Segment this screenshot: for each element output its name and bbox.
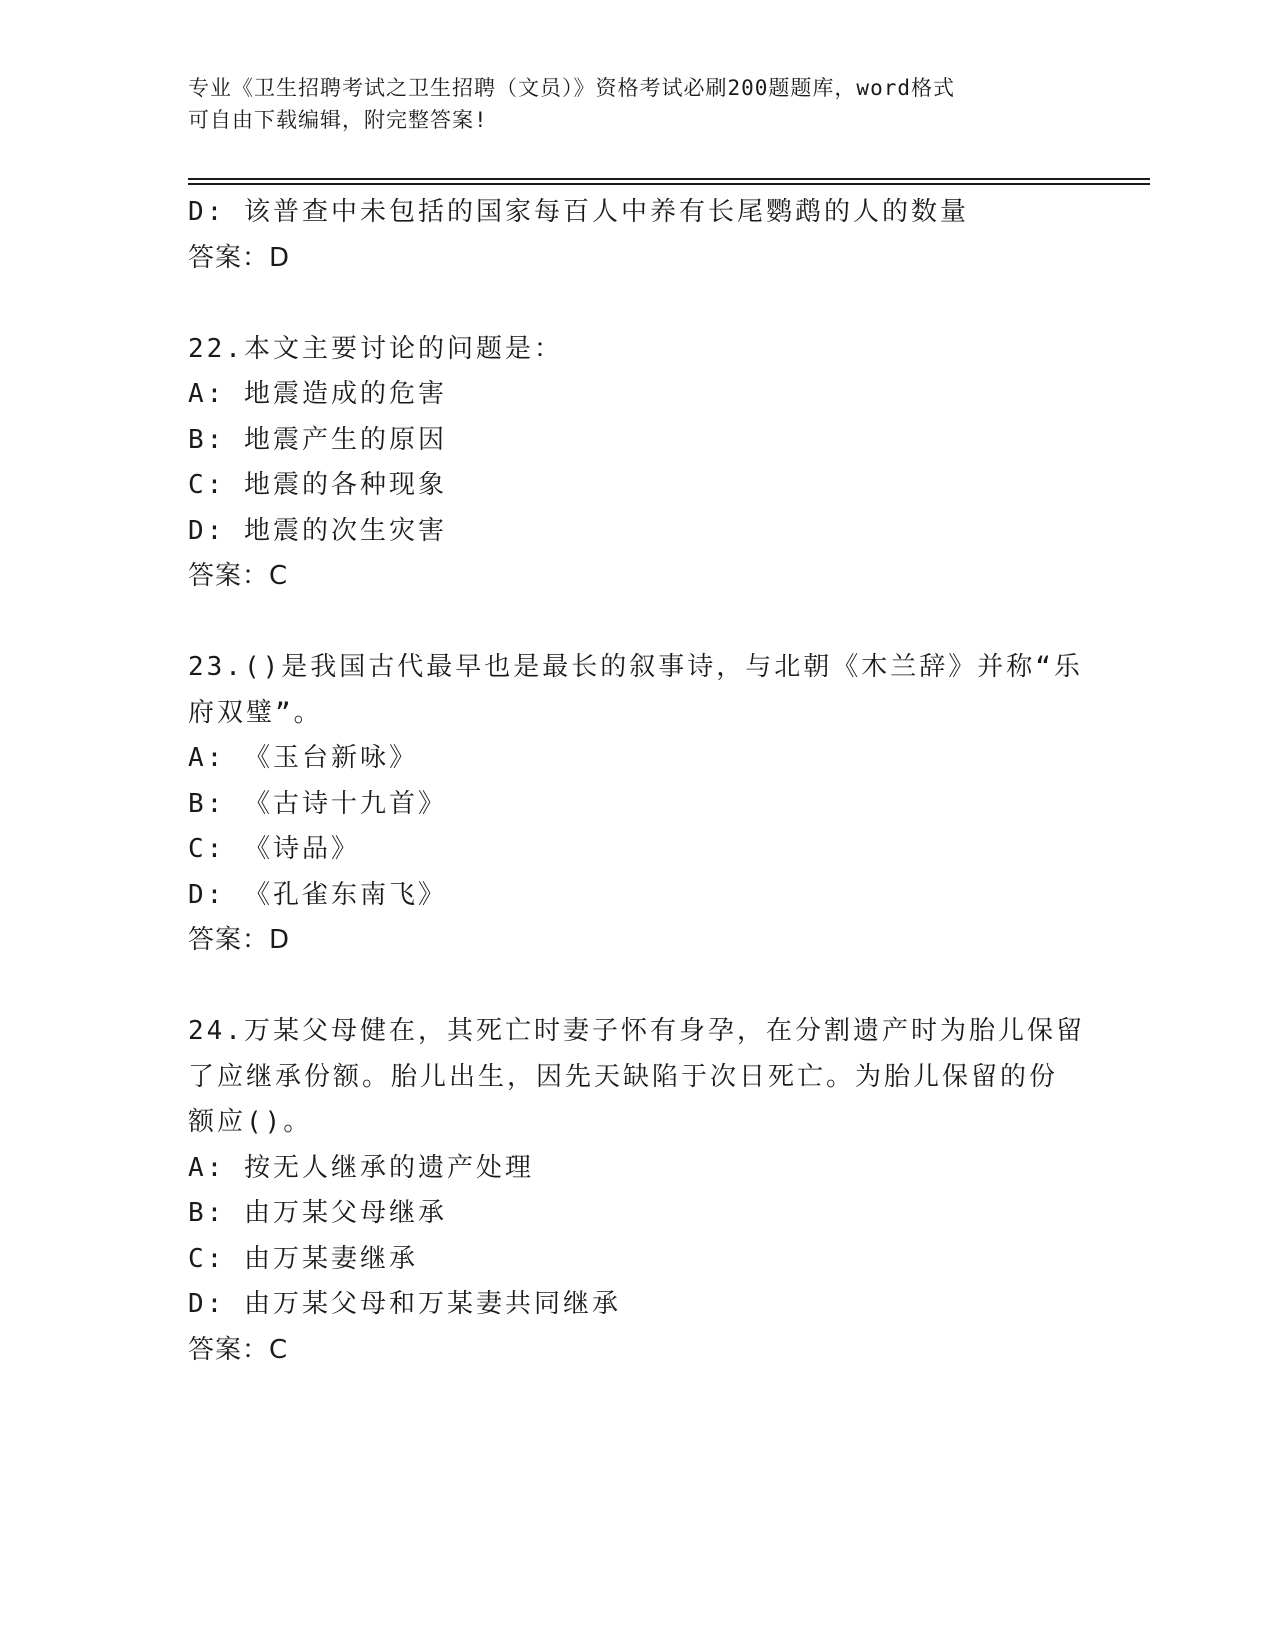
option-d: D: 《孔雀东南飞》: [188, 879, 447, 910]
header-line-2: 可自由下载编辑，附完整答案!: [188, 108, 488, 132]
question-22: [188, 327, 1088, 600]
previous-question-tail: [188, 190, 1088, 281]
header-line-1: 专业《卫生招聘考试之卫生招聘（文员）》资格考试必刷200题题库，word格式: [188, 76, 955, 100]
option-c: C: 由万某妻继承: [188, 1243, 418, 1274]
question-23: [188, 645, 1088, 964]
question-stem-line-2: 府双璧”。: [188, 697, 323, 728]
question-stem-line-1: 24.万某父母健在，其死亡时妻子怀有身孕，在分割遗产时为胎儿保留: [188, 1016, 1085, 1046]
option-a: A: 《玉台新咏》: [188, 743, 418, 773]
option-c: C: 《诗品》: [188, 834, 360, 864]
option-d: D: 地震的次生灾害: [188, 515, 447, 546]
spacer: [188, 600, 1088, 646]
spacer: [188, 281, 1088, 327]
header-divider-top: [188, 178, 1150, 180]
question-stem: 22.本文主要讨论的问题是：: [188, 333, 563, 364]
document-body: [188, 190, 1088, 1373]
option-a: A: 地震造成的危害: [188, 379, 447, 409]
question-24: [188, 1009, 1088, 1373]
option-d: D: 该普查中未包括的国家每百人中养有长尾鹦鹉的人的数量: [188, 197, 969, 227]
answer-line: 答案：D: [188, 925, 291, 955]
option-b: B: 由万某父母继承: [188, 1198, 447, 1228]
question-stem-line-3: 额应()。: [188, 1107, 313, 1137]
answer-line: 答案：C: [188, 561, 289, 591]
answer-line: 答案：D: [188, 242, 291, 273]
option-a: A: 按无人继承的遗产处理: [188, 1152, 534, 1183]
option-b: B: 地震产生的原因: [188, 424, 447, 455]
spacer: [188, 964, 1088, 1010]
option-d: D: 由万某父母和万某妻共同继承: [188, 1289, 621, 1319]
header-divider-bottom: [188, 183, 1150, 185]
answer-line: 答案：C: [188, 1334, 289, 1365]
option-b: B: 《古诗十九首》: [188, 788, 447, 819]
option-c: C: 地震的各种现象: [188, 470, 447, 500]
document-header: [188, 72, 1068, 136]
question-stem-line-1: 23.()是我国古代最早也是最长的叙事诗，与北朝《木兰辞》并称“乐: [188, 652, 1083, 682]
question-stem-line-2: 了应继承份额。胎儿出生，因先天缺陷于次日死亡。为胎儿保留的份: [188, 1061, 1059, 1092]
